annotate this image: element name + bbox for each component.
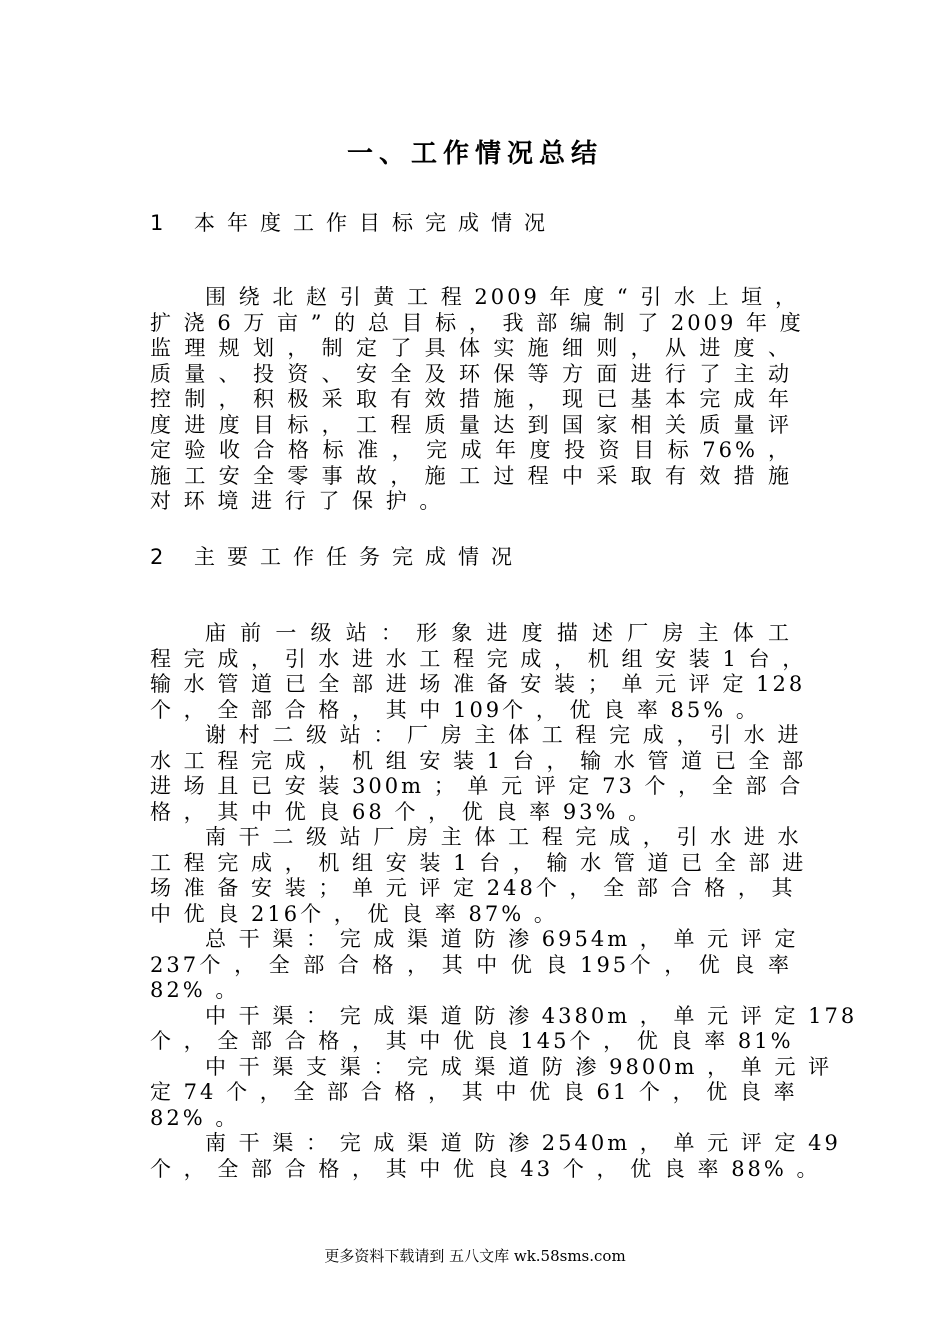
text-line: 扩 浇 6 万 亩 ” 的 总 目 标 ， 我 部 编 制 了 2009 年 度 (150, 310, 804, 335)
text-line: 工 程 完 成 ， 机 组 安 装 1 台 ， 输 水 管 道 已 全 部 进 (150, 850, 807, 875)
text-line: 围 绕 北 赵 引 黄 工 程 2009 年 度 “ 引 水 上 垣 ， (205, 285, 799, 309)
text-line: 总 干 渠 ： 完 成 渠 道 防 渗 6954m ， 单 元 评 定 (205, 927, 799, 951)
text-line: 定 验 收 合 格 标 准 ， 完 成 年 度 投 资 目 标 76% ， (150, 438, 792, 462)
text-line: 庙 前 一 级 站 ： 形 象 进 度 描 述 厂 房 主 体 工 (205, 621, 792, 645)
text-line: 中 优 良 216个 ， 优 良 率 87% 。 (150, 901, 558, 926)
text-line: 82% 。 (150, 1105, 240, 1130)
text-line: 谢 村 二 级 站 ： 厂 房 主 体 工 程 完 成 ， 引 水 进 (205, 723, 802, 747)
text-line: 对 环 境 进 行 了 保 护 。 (150, 489, 444, 513)
text-line: 格 ， 其 中 优 良 68 个 ， 优 良 率 93% 。 (150, 799, 653, 824)
page-footer: 更多资料下载请到 五八文库 wk.58sms.com (324, 1247, 626, 1265)
section-1-paragraph (150, 285, 804, 515)
text-line: 进 场 且 已 安 装 300m ； 单 元 评 定 73 个 ， 全 部 合 (150, 774, 804, 798)
text-line: 度 进 度 目 标 ， 工 程 质 量 达 到 国 家 相 关 质 量 评 (150, 412, 792, 437)
text-line: 个 ， 全 部 合 格 ， 其 中 优 良 145个 ， 优 良 率 81% (150, 1029, 794, 1053)
text-line: 水 工 程 完 成 ， 机 组 安 装 1 台 ， 输 水 管 道 已 全 部 (150, 748, 807, 773)
section-heading-2: 2 主要工作任务完成情况 (150, 545, 525, 569)
text-line: 定 74 个 ， 全 部 合 格 ， 其 中 优 良 61 个 ， 优 良 率 (150, 1080, 798, 1104)
text-line: 质 量 、 投 资 、 安 全 及 环 保 等 方 面 进 行 了 主 动 (150, 361, 792, 386)
text-line: 南 干 渠 ： 完 成 渠 道 防 渗 2540m ， 单 元 评 定 49 (205, 1131, 841, 1155)
section-heading-1: 1 本年度工作目标完成情况 (150, 211, 558, 235)
text-line: 中 干 渠 支 渠 ： 完 成 渠 道 防 渗 9800m ， 单 元 评 (205, 1054, 833, 1079)
text-line: 施 工 安 全 零 事 故 ， 施 工 过 程 中 采 取 有 效 措 施 (150, 463, 792, 488)
text-line: 237个 ， 全 部 合 格 ， 其 中 优 良 195个 ， 优 良 率 (150, 952, 792, 977)
text-line: 南 干 二 级 站 厂 房 主 体 工 程 完 成 ， 引 水 进 水 (205, 825, 802, 849)
text-line: 个 ， 全 部 合 格 ， 其 中 109个 ， 优 良 率 85% 。 (150, 697, 760, 722)
text-line: 控 制 ， 积 极 采 取 有 效 措 施 ， 现 已 基 本 完 成 年 (150, 387, 792, 411)
text-line: 82% 。 (150, 978, 240, 1002)
text-line: 个 ， 全 部 合 格 ， 其 中 优 良 43 个 ， 优 良 率 88% 。 (150, 1156, 821, 1181)
section-2-paragraphs (150, 621, 858, 1182)
text-line: 程 完 成 ， 引 水 进 水 工 程 完 成 ， 机 组 安 装 1 台 ， (150, 646, 807, 671)
text-line: 场 准 备 安 装 ； 单 元 评 定 248个 ， 全 部 合 格 ， 其 (150, 876, 796, 900)
text-line: 输 水 管 道 已 全 部 进 场 准 备 安 装 ； 单 元 评 定 128 (150, 672, 806, 696)
text-line: 监 理 规 划 ， 制 定 了 具 体 实 施 细 则 ， 从 进 度 、 (150, 336, 792, 360)
page-title: 一、工作情况总结 (346, 139, 603, 169)
text-line: 中 干 渠 ： 完 成 渠 道 防 渗 4380m ， 单 元 评 定 178 (205, 1003, 858, 1028)
